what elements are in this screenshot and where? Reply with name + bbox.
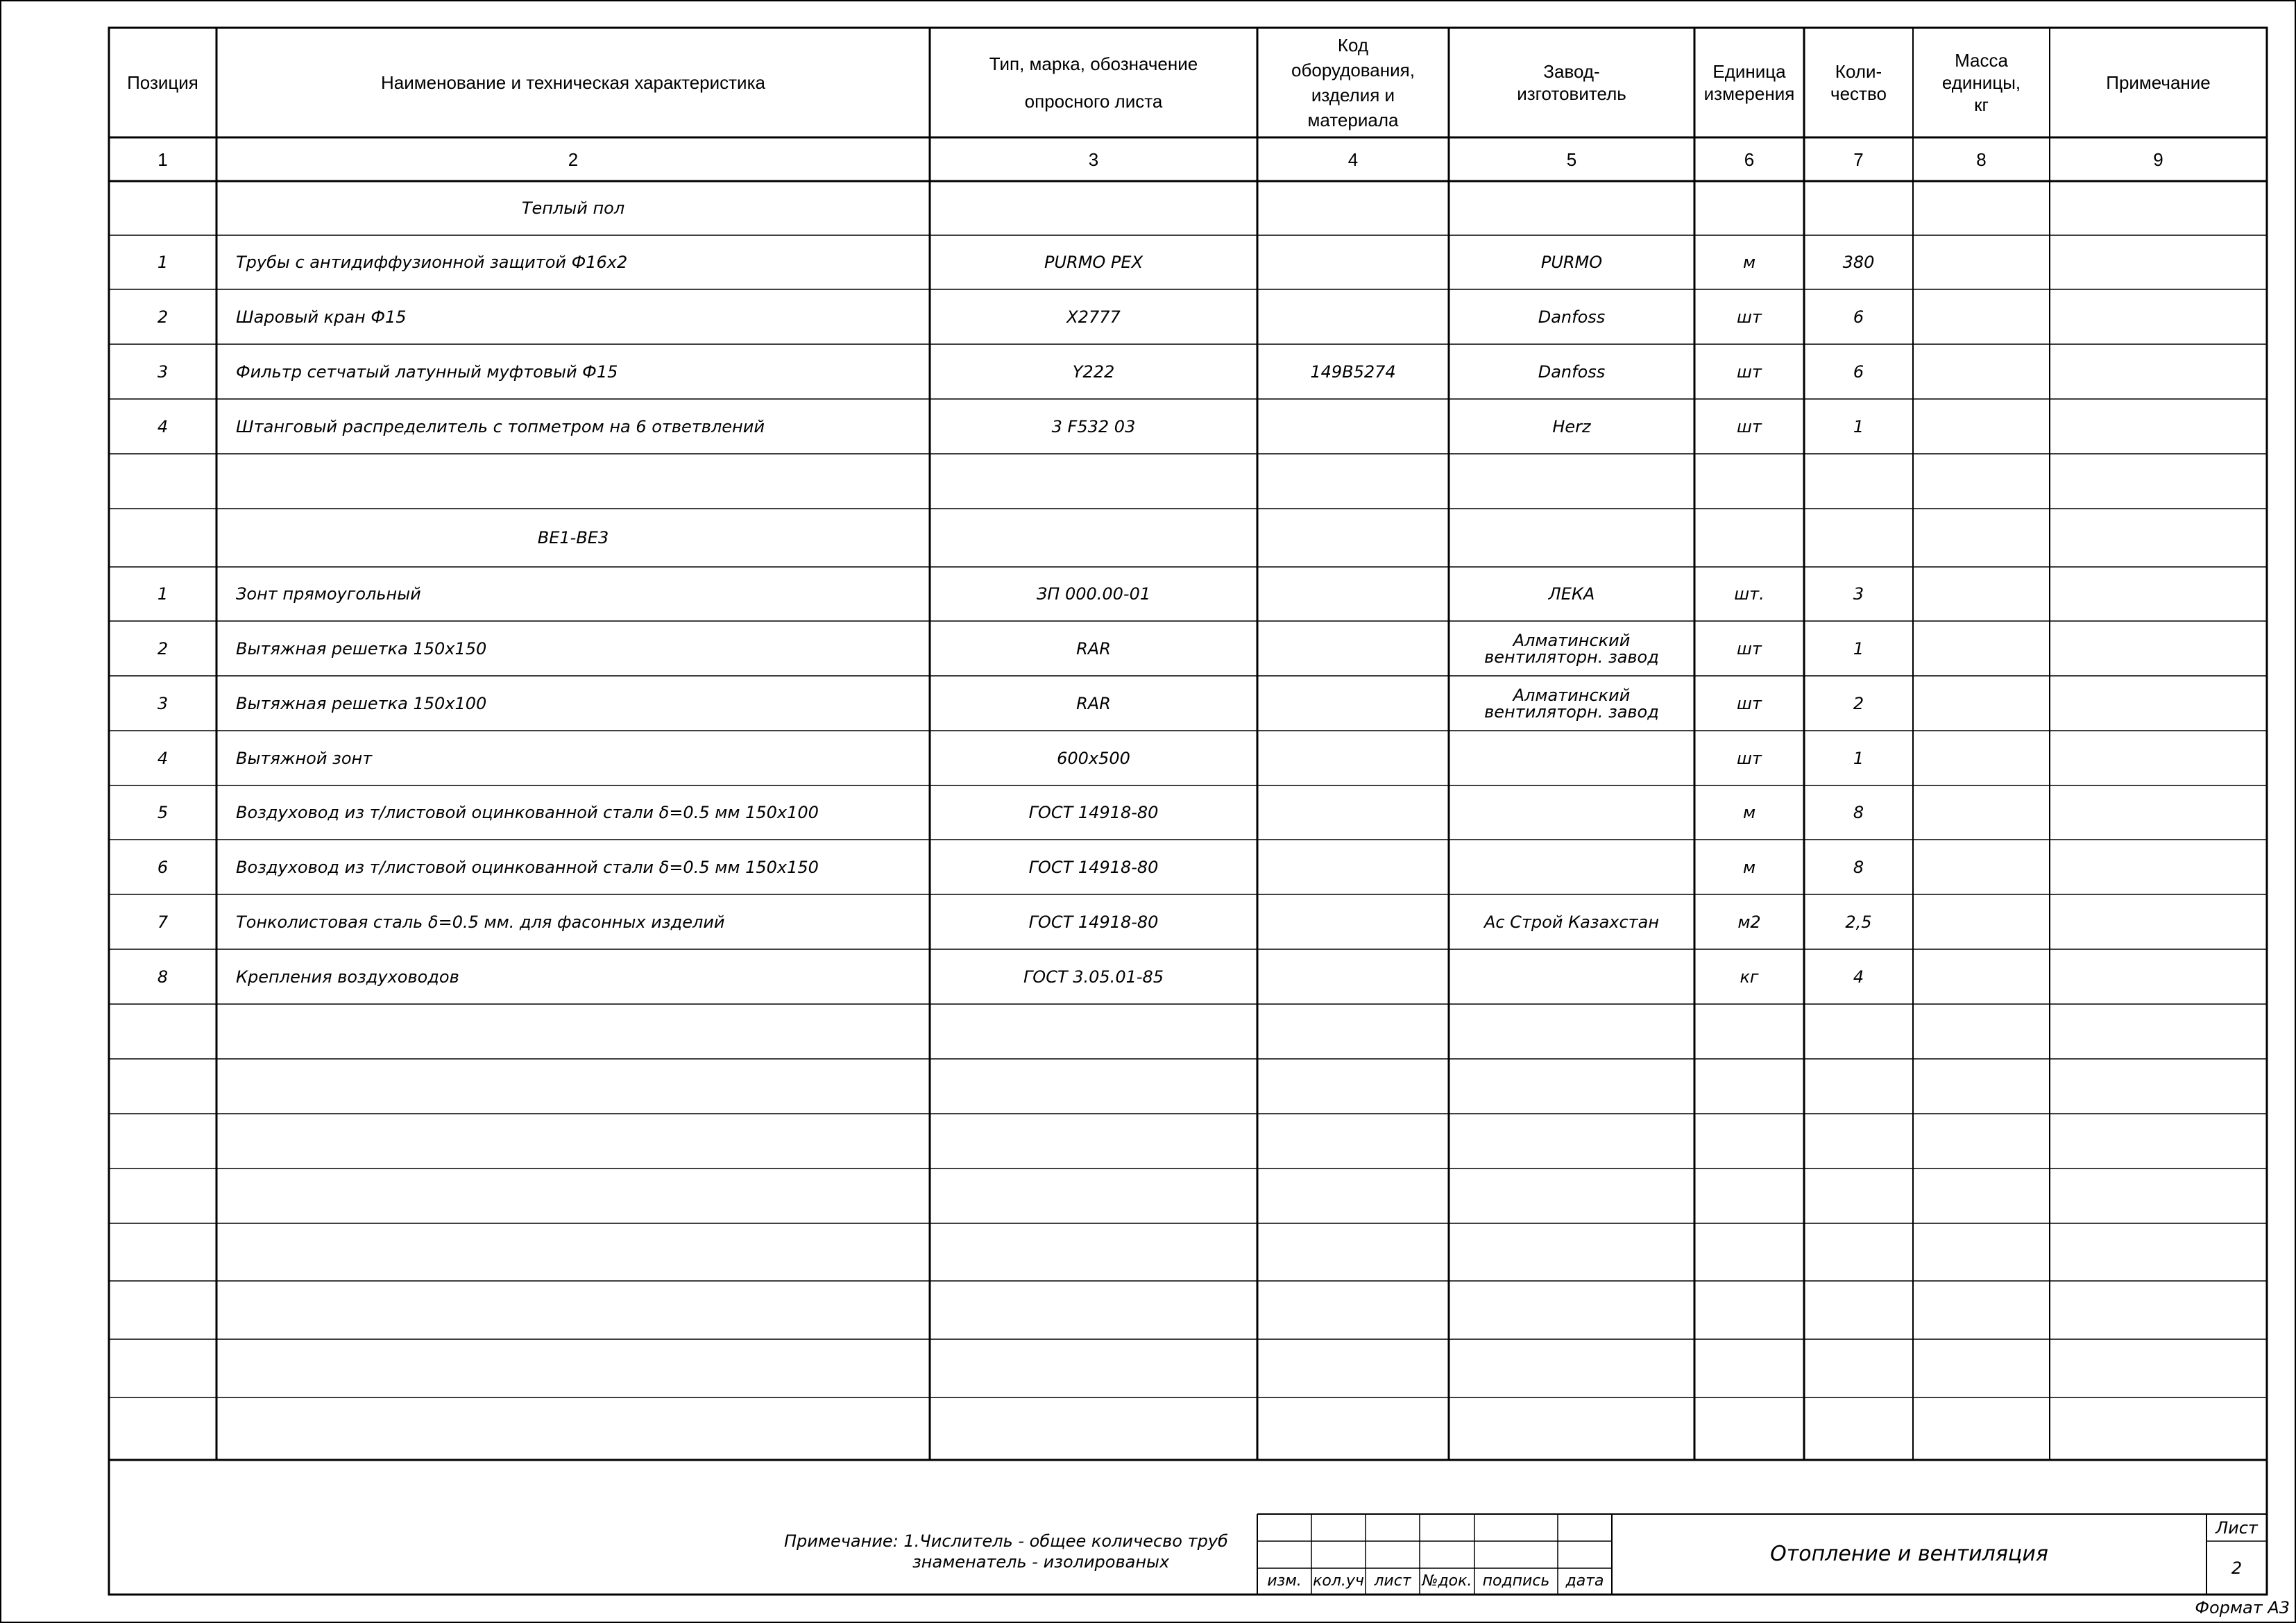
header-unit-line2: измерения [1703, 83, 1795, 104]
cell-name: Теплый пол [521, 198, 625, 218]
header-code-line4: материала [1307, 110, 1399, 130]
cell-type: RAR [1076, 693, 1111, 713]
header-maker-line2: изготовитель [1517, 83, 1626, 104]
header-type-line2: опросного листа [1024, 91, 1163, 112]
cell-code [1257, 676, 1449, 731]
cell-code [1257, 399, 1449, 454]
cell-maker [1449, 785, 1694, 840]
cell-unit: м [1742, 857, 1756, 877]
header-name [216, 28, 930, 137]
cell-qty [1804, 181, 1913, 235]
header-code-line1: Код [1337, 35, 1369, 56]
cell-qty: 2,5 [1845, 912, 1872, 932]
cell-pos: 2 [157, 638, 169, 658]
cell-unit: шт [1737, 638, 1762, 658]
cell-type [930, 509, 1257, 567]
cell-pos: 4 [157, 748, 169, 768]
cell-unit: шт [1737, 748, 1762, 768]
header-position-label: Позиция [127, 72, 198, 93]
cell-pos: 3 [157, 693, 169, 713]
cell-type: Y222 [1072, 362, 1115, 382]
stamp-label-date: дата [1565, 1572, 1604, 1590]
header-unit-line1: Единица [1712, 61, 1786, 82]
cell-pos: 4 [157, 416, 169, 436]
header-code [1257, 28, 1449, 137]
cell-type: ГОСТ 3.05.01-85 [1023, 967, 1164, 987]
header-unit [1694, 28, 1804, 137]
cell-pos: 5 [157, 803, 169, 822]
note-line2: знаменатель - изолированых [912, 1552, 1170, 1572]
cell-maker [1449, 181, 1694, 235]
header-mass-line3: кг [1974, 94, 1989, 115]
column-number: 8 [1976, 148, 1987, 170]
cell-name: Фильтр сетчатый латунный муфтовый Ф15 [236, 362, 618, 382]
cell-type [930, 454, 1257, 509]
cell-unit [1694, 509, 1804, 567]
cell-unit: шт [1737, 416, 1762, 436]
cell-code [1257, 949, 1449, 1004]
cell-code [1257, 894, 1449, 949]
column-number: 5 [1566, 148, 1577, 170]
cell-name: Вытяжной зонт [236, 748, 373, 768]
cell-pos: 1 [157, 584, 169, 604]
header-code-line3: изделия и [1311, 85, 1395, 105]
cell-maker: Ас Строй Казахстан [1483, 912, 1660, 932]
cell-pos [109, 181, 216, 235]
cell-code [1257, 621, 1449, 676]
cell-code [1257, 785, 1449, 840]
column-number: 6 [1744, 148, 1755, 170]
cell-name: Воздуховод из т/листовой оцинкованной стали δ=0.5 мм 150х150 [236, 857, 819, 877]
cell-code [1257, 840, 1449, 894]
cell-qty: 2 [1853, 693, 1864, 713]
column-number: 7 [1853, 148, 1864, 170]
cell-qty: 1 [1853, 638, 1864, 658]
cell-maker: Herz [1552, 416, 1591, 436]
cell-maker [1449, 454, 1694, 509]
cell-type: X2777 [1066, 307, 1121, 327]
cell-type: ГОСТ 14918-80 [1028, 912, 1159, 932]
cell-unit: кг [1740, 967, 1759, 987]
cell-maker: ЛЕКА [1548, 584, 1595, 604]
format-label: Формат А3 [2195, 1598, 2290, 1617]
cell-type: ГОСТ 14918-80 [1028, 803, 1159, 822]
cell-pos: 2 [157, 307, 169, 327]
cell-type: ГОСТ 14918-80 [1028, 857, 1159, 877]
cell-qty: 8 [1853, 803, 1864, 822]
cell-unit: шт [1737, 307, 1762, 327]
cell-qty: 8 [1853, 857, 1864, 877]
header-code-line2: оборудования, [1291, 60, 1415, 80]
cell-unit: шт [1737, 693, 1762, 713]
header-mass-line2: единицы, [1941, 72, 2021, 93]
header-qty [1804, 28, 1913, 137]
cell-maker: Danfoss [1538, 362, 1606, 382]
header-name-label: Наименование и техническая характеристика [381, 72, 765, 93]
cell-pos: 3 [157, 362, 169, 382]
cell-unit: шт. [1734, 584, 1764, 604]
cell-unit [1694, 454, 1804, 509]
cell-type: 600х500 [1057, 748, 1130, 768]
cell-code [1257, 567, 1449, 621]
stamp-label-change: изм. [1267, 1572, 1302, 1590]
cell-name: Штанговый распределитель с топметром на 6 ответвлений [236, 416, 765, 436]
cell-qty: 380 [1842, 253, 1875, 272]
cell-name: Вытяжная решетка 150х100 [236, 693, 487, 713]
cell-pos: 7 [157, 912, 169, 932]
stamp-sheet-number: 2 [2231, 1558, 2243, 1578]
cell-unit: м [1742, 803, 1756, 822]
header-note [2050, 28, 2267, 137]
header-mass-line1: Масса [1955, 50, 2008, 71]
cell-name: ВЕ1-ВЕ3 [537, 528, 609, 547]
cell-code: 149B5274 [1310, 362, 1396, 382]
cell-qty: 1 [1853, 416, 1864, 436]
cell-pos: 1 [157, 253, 169, 272]
cell-qty: 1 [1853, 748, 1864, 768]
cell-type: ЗП 000.00-01 [1036, 584, 1151, 604]
cell-name: Трубы с антидиффузионной защитой Ф16х2 [236, 253, 628, 272]
cell-type: RAR [1076, 638, 1111, 658]
cell-unit: м2 [1737, 912, 1761, 932]
cell-name: Воздуховод из т/листовой оцинкованной стали δ=0.5 мм 150х100 [236, 803, 819, 822]
cell-code [1257, 235, 1449, 289]
cell-name [216, 454, 930, 509]
cell-pos: 6 [157, 857, 169, 877]
cell-maker: PURMO [1540, 253, 1603, 272]
cell-code [1257, 509, 1449, 567]
header-qty-line2: чество [1830, 83, 1887, 104]
cell-unit [1694, 181, 1804, 235]
cell-name: Крепления воздуховодов [236, 967, 459, 987]
header-type [930, 28, 1257, 137]
cell-maker [1449, 840, 1694, 894]
cell-type: 3 F532 03 [1051, 416, 1136, 436]
header-maker [1449, 28, 1694, 137]
cell-name: Вытяжная решетка 150х150 [236, 638, 487, 658]
column-number: 3 [1088, 148, 1099, 170]
header-type-line1: Тип, марка, обозначение [989, 53, 1198, 74]
stamp-title: Отопление и вентиляция [1770, 1542, 2048, 1566]
cell-maker [1449, 731, 1694, 785]
cell-maker: Алматинский вентиляторн. завод [1484, 685, 1659, 722]
stamp-label-count: кол.уч [1313, 1572, 1364, 1590]
column-number: 9 [2153, 148, 2163, 170]
stamp-label-sheet: лист [1374, 1572, 1411, 1590]
cell-maker [1449, 949, 1694, 1004]
note-line1: Примечание: 1.Числитель - общее количесво труб [784, 1531, 1228, 1551]
cell-maker: Danfoss [1538, 307, 1606, 327]
header-mass [1913, 28, 2050, 137]
header-maker-line1: Завод- [1543, 61, 1600, 82]
stamp-label-docnum: №док. [1422, 1572, 1472, 1590]
cell-name: Тонколистовая сталь δ=0.5 мм. для фасонных изделий [236, 912, 725, 932]
stamp-sheet-label: Лист [2216, 1518, 2258, 1538]
cell-code [1257, 181, 1449, 235]
cell-qty: 3 [1853, 584, 1864, 604]
cell-code [1257, 454, 1449, 509]
header-position [109, 28, 216, 137]
stamp-label-signature: подпись [1482, 1572, 1550, 1590]
cell-qty [1804, 454, 1913, 509]
cell-name: Шаровый кран Ф15 [236, 307, 407, 327]
cell-type [930, 181, 1257, 235]
cell-qty: 4 [1853, 967, 1864, 987]
header-qty-line1: Коли- [1835, 61, 1882, 82]
cell-code [1257, 289, 1449, 344]
cell-maker: Алматинский вентиляторн. завод [1484, 630, 1659, 667]
column-number: 4 [1347, 148, 1359, 170]
cell-code [1257, 731, 1449, 785]
cell-qty [1804, 509, 1913, 567]
cell-unit: шт [1737, 362, 1762, 382]
cell-unit: м [1742, 253, 1756, 272]
cell-pos [109, 509, 216, 567]
cell-maker [1449, 509, 1694, 567]
cell-qty: 6 [1853, 307, 1864, 327]
cell-type: PURMO PEX [1044, 253, 1143, 272]
column-number: 1 [158, 148, 168, 170]
cell-qty: 6 [1853, 362, 1864, 382]
cell-name: Зонт прямоугольный [236, 584, 421, 604]
column-number: 2 [568, 148, 579, 170]
cell-pos [109, 454, 216, 509]
cell-pos: 8 [157, 967, 169, 987]
header-note-label: Примечание [2106, 72, 2211, 93]
